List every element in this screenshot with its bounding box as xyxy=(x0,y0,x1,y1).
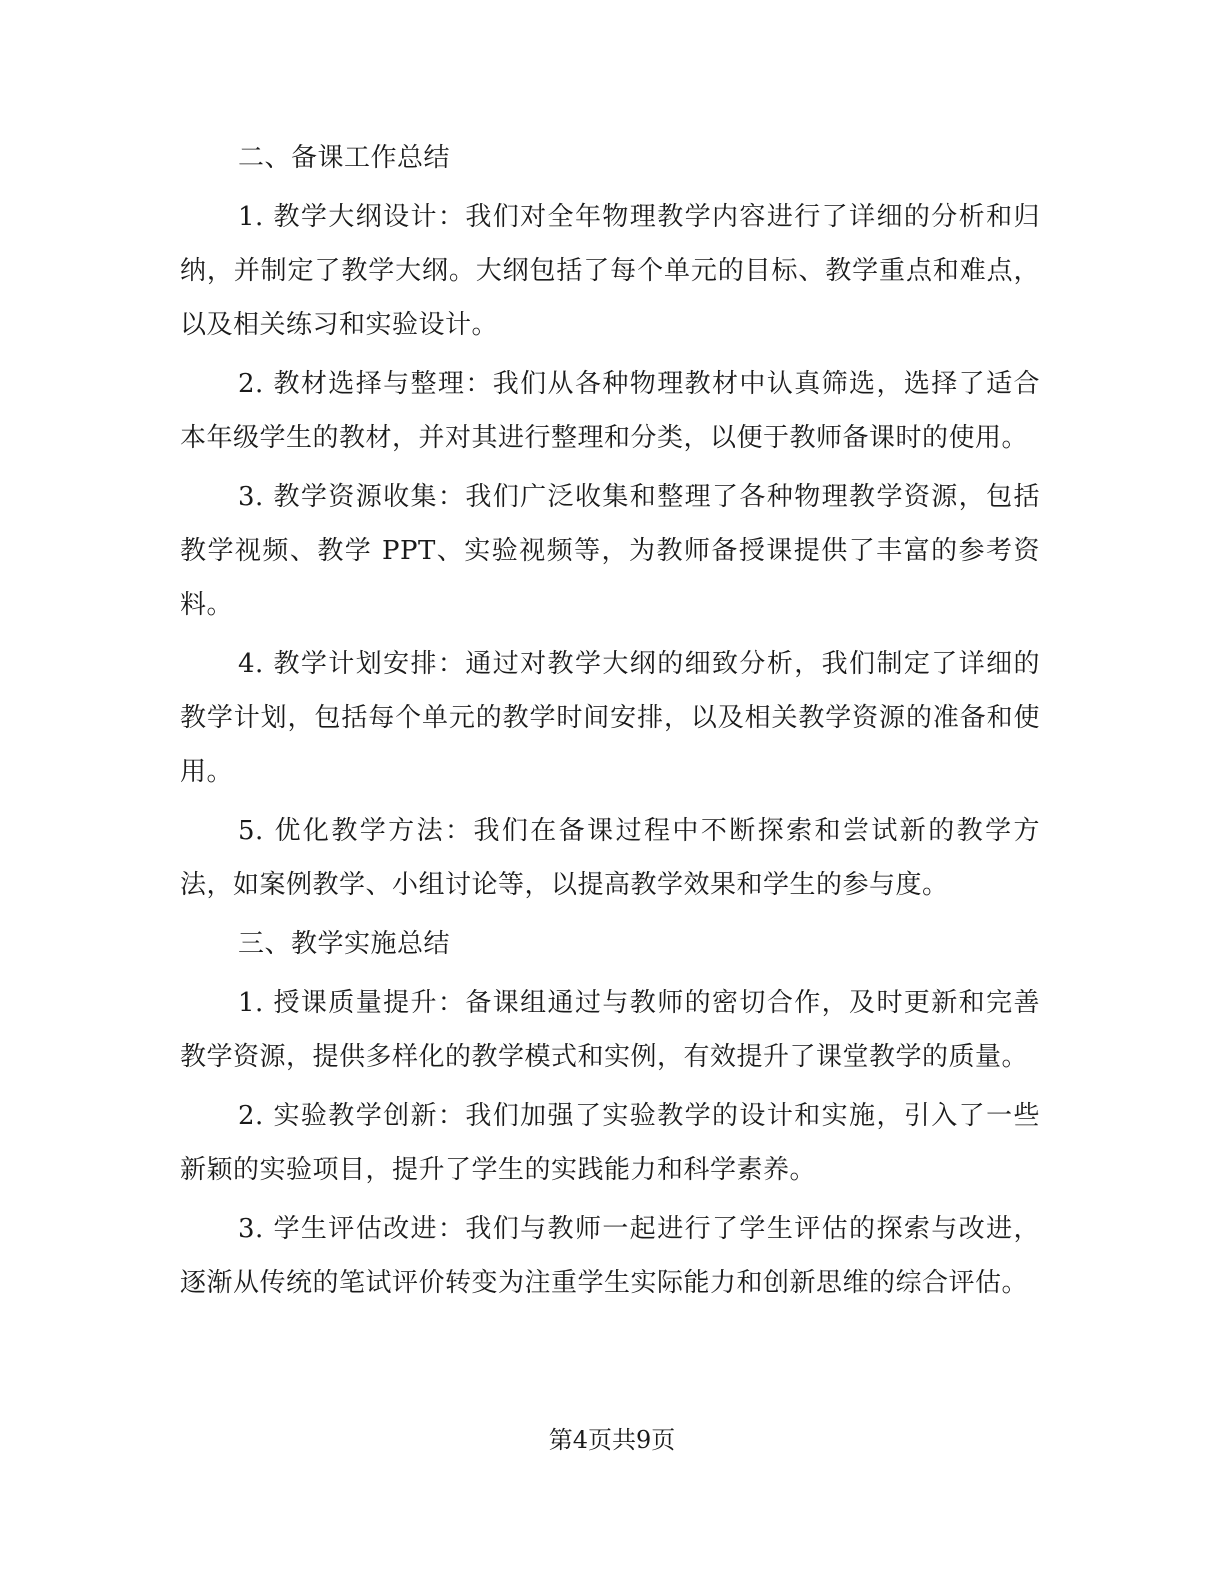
list-item: 2. 实验教学创新：我们加强了实验教学的设计和实施，引入了一些新颖的实验项目，提升了学生的实践能力和科学素养。 xyxy=(180,1101,1040,1185)
document-body xyxy=(180,131,1040,1315)
list-item: 2. 教材选择与整理：我们从各种物理教材中认真筛选，选择了适合本年级学生的教材，并对其进行整理和分类，以便于教师备课时的使用。 xyxy=(180,369,1040,453)
list-item: 3. 教学资源收集：我们广泛收集和整理了各种物理教学资源，包括教学视频、教学 PPT、实验视频等，为教师备授课提供了丰富的参考资料。 xyxy=(180,482,1040,620)
section-heading: 二、备课工作总结 xyxy=(238,143,451,173)
list-item: 1. 教学大纲设计：我们对全年物理教学内容进行了详细的分析和归纳，并制定了教学大纲。大纲包括了每个单元的目标、教学重点和难点，以及相关练习和实验设计。 xyxy=(180,202,1040,340)
page-number: 第4页共9页 xyxy=(548,1426,676,1454)
list-item: 4. 教学计划安排：通过对教学大纲的细致分析，我们制定了详细的教学计划，包括每个单元的教学时间安排，以及相关教学资源的准备和使用。 xyxy=(180,649,1040,787)
list-item: 5. 优化教学方法：我们在备课过程中不断探索和尝试新的教学方法，如案例教学、小组讨论等，以提高教学效果和学生的参与度。 xyxy=(180,816,1040,900)
list-item: 3. 学生评估改进：我们与教师一起进行了学生评估的探索与改进，逐渐从传统的笔试评价转变为注重学生实际能力和创新思维的综合评估。 xyxy=(180,1214,1040,1298)
list-item: 1. 授课质量提升：备课组通过与教师的密切合作，及时更新和完善教学资源，提供多样化的教学模式和实例，有效提升了课堂教学的质量。 xyxy=(180,988,1040,1072)
section-heading: 三、教学实施总结 xyxy=(238,929,451,959)
